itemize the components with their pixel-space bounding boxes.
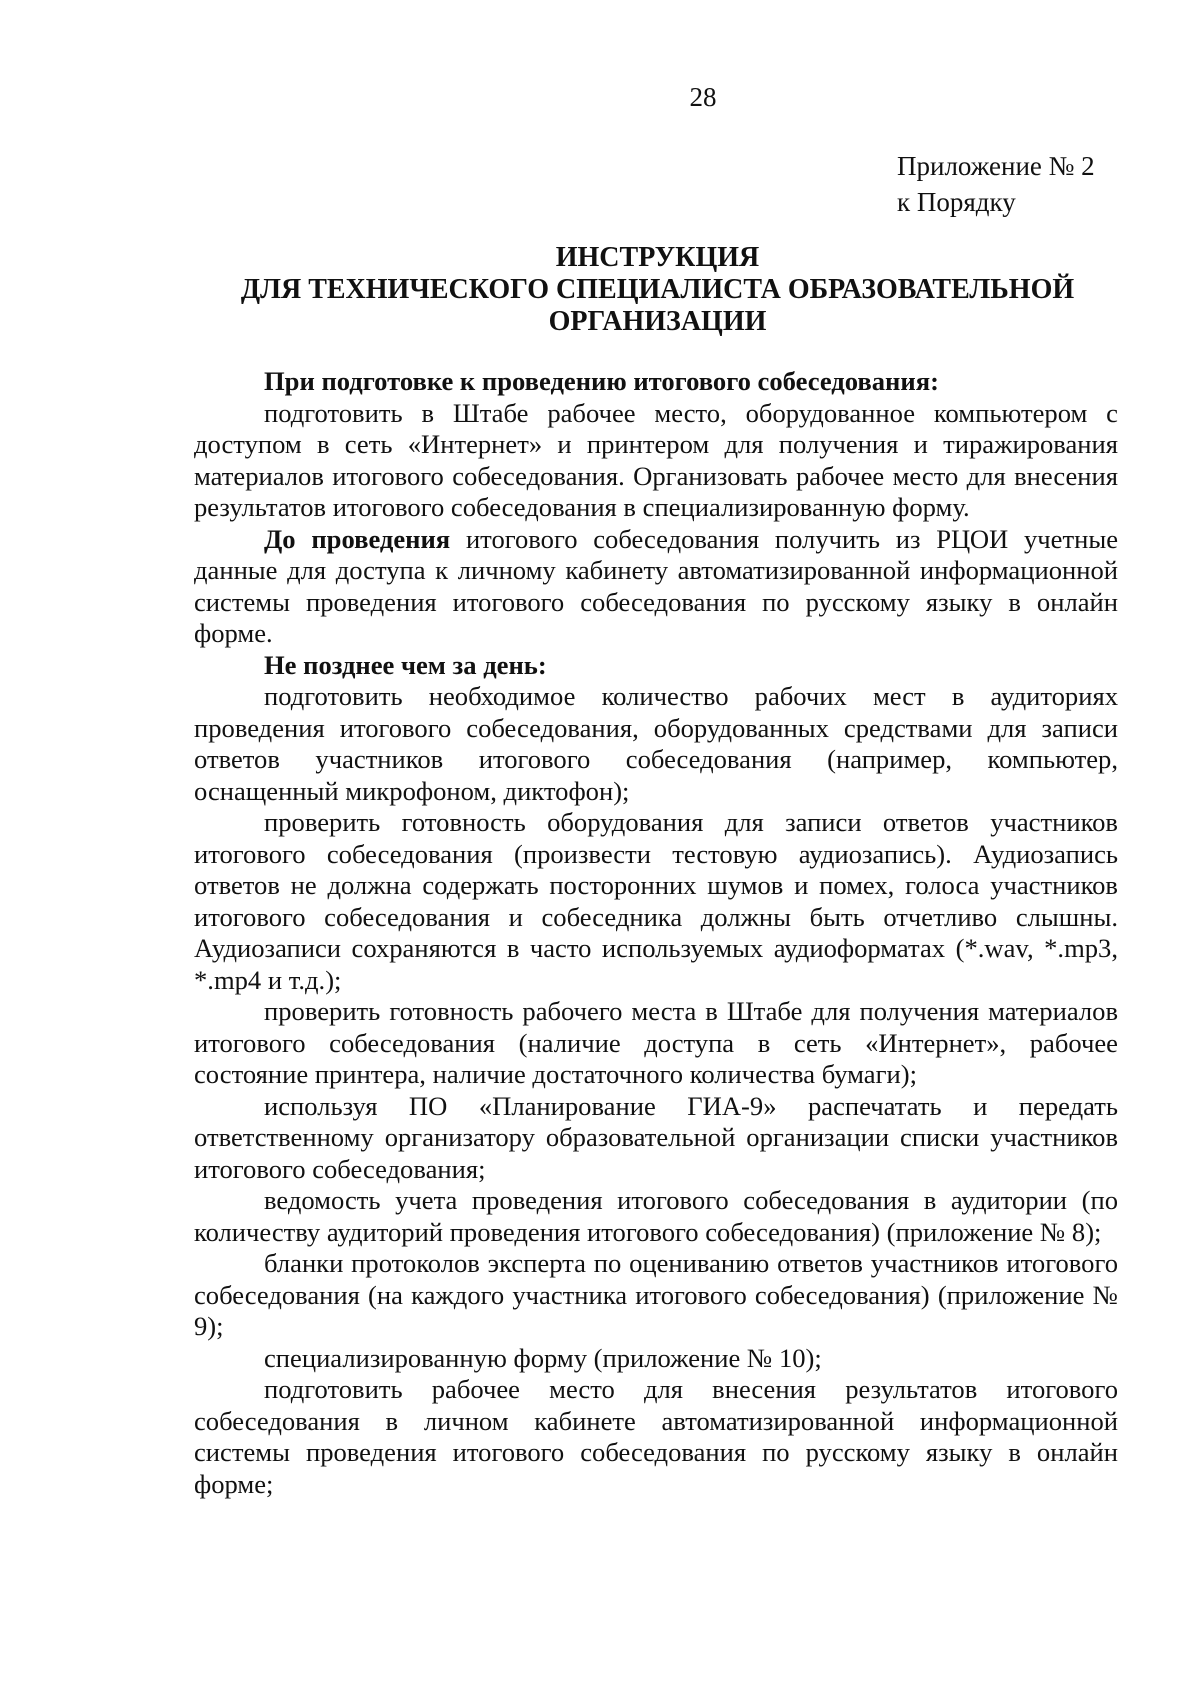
appendix-line-1: Приложение № 2: [897, 151, 1095, 181]
prep-heading: При подготовке к проведению итогового собеседования:: [264, 366, 939, 396]
list-item: бланки протоколов эксперта по оцениванию ответов участников итогового собеседования (на каждого участника итогового собеседования) (приложение № 9);: [194, 1248, 1118, 1341]
list-item: проверить готовность рабочего места в Штабе для получения материалов итогового собеседования (наличие доступа в сеть «Интернет», рабочее состояние принтера, наличие достаточного количества бумаги);: [194, 996, 1118, 1089]
list-item: подготовить необходимое количество рабочих мест в аудиториях проведения итогового собеседования, оборудованных средствами для записи ответов участников итогового собеседования (например, компьютер, оснащенный микрофоном, диктофон);: [194, 681, 1118, 806]
list-item: используя ПО «Планирование ГИА-9» распечатать и передать ответственному организатору образовательной организации списки участников итогового собеседования;: [194, 1090, 1118, 1184]
title-line-2: ДЛЯ ТЕХНИЧЕСКОГО СПЕЦИАЛИСТА ОБРАЗОВАТЕЛЬНОЙ: [240, 274, 1075, 305]
page-number-text: 28: [689, 82, 717, 112]
list-item: специализированную форму (приложение № 10);: [264, 1342, 822, 1373]
appendix-reference: [897, 148, 1095, 220]
prep-paragraph: подготовить в Штабе рабочее место, оборудованное компьютером с доступом в сеть «Интернет» и принтером для получения и тиражирования материалов итогового собеседования. Организовать рабочее место для внесения результатов итогового собеседования в специализированную форму.: [194, 397, 1118, 522]
appendix-line-2: к Порядку: [897, 187, 1016, 217]
before-paragraph: [194, 524, 1118, 650]
title-line-1: ИНСТРУКЦИЯ: [555, 242, 760, 273]
document-title: [190, 242, 1125, 338]
before-bold-phrase: До проведения: [264, 523, 451, 554]
day-heading: Не позднее чем за день:: [264, 649, 547, 680]
list-item: ведомость учета проведения итогового собеседования в аудитории (по количеству аудиторий проведения итогового собеседования) (приложение № 8);: [194, 1185, 1118, 1247]
list-item: проверить готовность оборудования для записи ответов участников итогового собеседования (произвести тестовую аудиозапись). Аудиозапись ответов не должна содержать посторонних шумов и помех, голоса участников итогового собеседования и собеседника должны быть отчетливо слышны. Аудиозаписи сохраняются в часто используемых аудиоформатах (*.wav, *.mp3, *.mp4 и т.д.);: [194, 807, 1118, 995]
document-body: [194, 366, 1118, 1500]
title-line-3: ОРГАНИЗАЦИИ: [548, 306, 767, 337]
before-text: итогового собеседования получить из РЦОИ учетные данные для доступа к личному кабинету автоматизированной информационной системы проведения итогового собеседования по русскому языку в онлайн форме.: [194, 523, 1119, 648]
page-number: [0, 82, 1200, 113]
list-item: подготовить рабочее место для внесения результатов итогового собеседования в личном кабинете автоматизированной информационной системы проведения итогового собеседования по русскому языку в онлайн форме;: [194, 1374, 1118, 1499]
